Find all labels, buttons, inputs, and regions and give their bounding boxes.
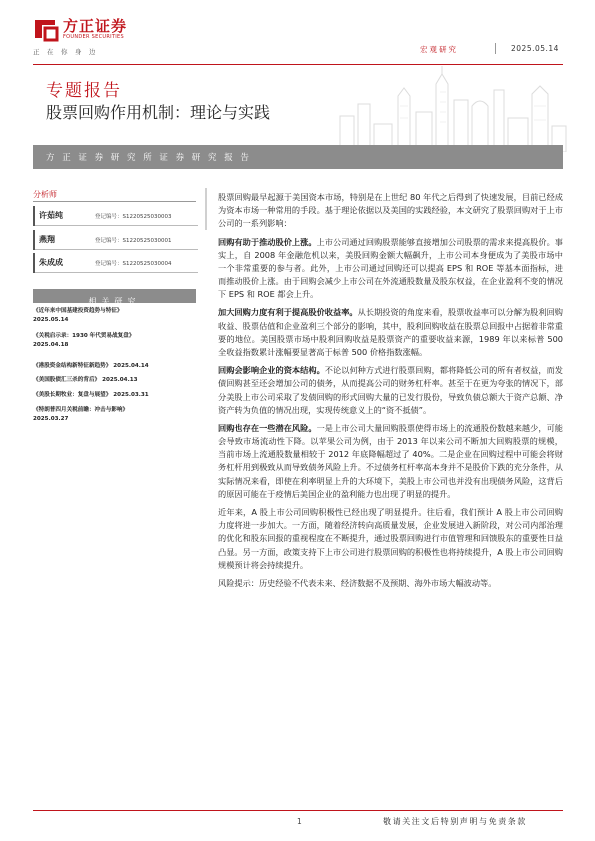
city-skyline-illustration (300, 66, 568, 152)
related-report-link[interactable] (33, 391, 198, 400)
related-report-date: 2025.04.14 (113, 363, 149, 369)
body-paragraph (218, 306, 563, 359)
related-report-link[interactable] (33, 362, 198, 371)
paragraph-text: 不论以何种方式进行股票回购，都将降低公司的所有者权益，而发债回购甚至还会增加公司的债务，从而提高公司的财务杠杆率。甚至于在更为夸张的情况下，部分美股上市公司采取了发债回购的形式回购大量的已发行股份，导致负债总额大于资产总额、净资产转为负值的情况出现，实现传统意义上的“资不抵债”。 (218, 365, 563, 415)
analyst-registration: 登记编号：S1220525030001 (95, 238, 172, 244)
related-research-label: 相关研究 (88, 297, 141, 306)
body-paragraph (218, 422, 563, 501)
report-type: 专题报告 (46, 81, 122, 101)
related-report-title: 《近年来中国基建投资趋势与特征》 (33, 308, 123, 314)
related-report-title: 《美股长期牧业：复盘与展望》 (33, 392, 112, 398)
related-report-date: 2025.03.27 (33, 416, 69, 422)
report-body (218, 191, 563, 595)
related-report-link[interactable] (33, 307, 198, 325)
logo-cn-text: 方正证券 (63, 17, 128, 35)
paragraph-lead: 回购有助于推动股价上涨。 (218, 236, 317, 247)
paragraph-text: 风险提示：历史经验不代表未来、经济数据不及预期、海外市场大幅波动等。 (218, 577, 497, 588)
related-report-title: 《港股资金结构新特征新趋势》 (33, 363, 112, 369)
analyst-name: 燕翔 (39, 235, 55, 244)
related-report-title: 《关税启示录：1930 年代贸易战复盘》 (33, 333, 135, 339)
related-research-header (33, 289, 196, 306)
research-banner (33, 145, 563, 169)
summary-side-bar (205, 188, 207, 230)
related-report-title: 《特朗普四月关税前瞻：冲击与影响》 (33, 407, 129, 413)
analyst-row (33, 253, 198, 273)
report-date: 2025.05.14 (511, 44, 559, 53)
risk-warning (218, 577, 563, 590)
analyst-row (33, 230, 198, 250)
logo-en-text: FOUNDER SECURITIES (63, 34, 124, 40)
paragraph-lead: 加大回购力度有利于提高股价收益率。 (218, 307, 358, 318)
report-category: 宏观研究 (420, 45, 458, 54)
paragraph-text: 上市公司通过回购股票能够直接增加公司股票的需求来提高股价。事实上，自 2008 年金融危机以来，美股回购金额大幅飙升，上市公司本身便成为了美股市场中一个非常重要的参与者。此外，上市公司通过回购还可以提高 EPS 和 ROE 等基本面指标，进而推动股价上涨。由于回购会减少上市公司在外流通股数量及股东权益，在企业盈利不变的情况下 EPS 和 ROE 都会上升。 (218, 236, 563, 300)
analyst-row (33, 206, 198, 226)
paragraph-lead: 回购会影响企业的资本结构。 (218, 365, 325, 376)
related-report-link[interactable] (33, 376, 198, 385)
body-paragraph (218, 236, 563, 302)
paragraph-lead: 回购也存在一些潜在风险。 (218, 422, 317, 433)
analysts-rule (33, 201, 196, 202)
analyst-name: 许茹纯 (39, 211, 63, 220)
page-number: 1 (297, 817, 302, 826)
analyst-registration: 登记编号：S1220525030003 (95, 214, 172, 220)
related-report-link[interactable] (33, 406, 198, 424)
paragraph-text: 近年来，A 股上市公司回购积极性已经出现了明显提升。往后看，我们预计 A 股上市公司回购力度将进一步加大。一方面，随着经济转向高质量发展，企业发展进入新阶段，对公司内部治理的优化和股东回报的重视程度在不断提升，通过股票回购进行市值管理和回馈股东的重要性日益凸显。另一方面，政策支持下上市公司进行股票回购的积极性也将持续提升，A 股上市公司回购规模预计将会持续提升。 (218, 506, 563, 570)
body-paragraph (218, 364, 563, 417)
related-report-date: 2025.03.31 (113, 392, 149, 398)
related-report-link[interactable] (33, 332, 198, 350)
paragraph-text: 从长期投资的角度来看，股票收益率可以分解为股利回购收益、股票估值和企业盈利三个部分的影响，其中，股利回购收益在股票总回报中占据着非常重要的地位。美国股票市场中股利回购收益是股票资产的重要收益来源，1989 年以来标普 500 全收益指数累计涨幅要显著高于标普 500 价格指数涨幅。 (218, 307, 563, 358)
body-paragraph (218, 506, 563, 572)
analysts-label: 分析师 (33, 190, 57, 199)
disclaimer-note: 敬请关注文后特别声明与免责条款 (383, 817, 527, 826)
founder-logo-icon (33, 16, 59, 42)
header-divider (495, 43, 496, 54)
header-rule (33, 64, 563, 65)
report-title: 股票回购作用机制：理论与实践 (46, 103, 271, 122)
related-report-date: 2025.05.14 (33, 317, 69, 323)
footer-rule (33, 810, 563, 811)
paragraph-text: 股票回购最早起源于美国资本市场，特别是在上世纪 80 年代之后得到了快速发展，目前已经成为资本市场一种常用的手段。基于理论依据以及美国的实践经验，本文研究了股票回购对于上市公司的一系列影响： (218, 192, 563, 229)
related-report-title: 《美国股债汇三杀的背后》 (33, 377, 101, 383)
banner-text: 方正证券研究所证券研究报告 (46, 153, 257, 163)
related-report-date: 2025.04.18 (33, 342, 69, 348)
slogan: 正在你身边 (33, 48, 103, 56)
analyst-registration: 登记编号：S1220525030004 (95, 261, 172, 267)
related-report-date: 2025.04.13 (102, 377, 138, 383)
body-paragraph (218, 191, 563, 231)
analyst-name: 朱成成 (39, 258, 63, 267)
paragraph-text: 一是上市公司大量回购股票使得市场上的流通股份数越来越少，可能会导致市场流动性下降。以苹果公司为例，由于 2013 年以来公司不断加大回购股票的规模，当前市场上流通股数量相较于 2012 年底降幅超过了 40%。二是企业在回购过程中可能会将财务杠杆用到极致从而导致债务风险上升。不过债务杠杆率高本身并不是股价下跌的充分条件，从实际情况来看，即使在利率明显上升的大环境下，美股上市公司也并没有出现债务风险，这背后的原因可能在于疫情后美国企业的盈利能力也出现了明显的提升。 (218, 422, 563, 499)
